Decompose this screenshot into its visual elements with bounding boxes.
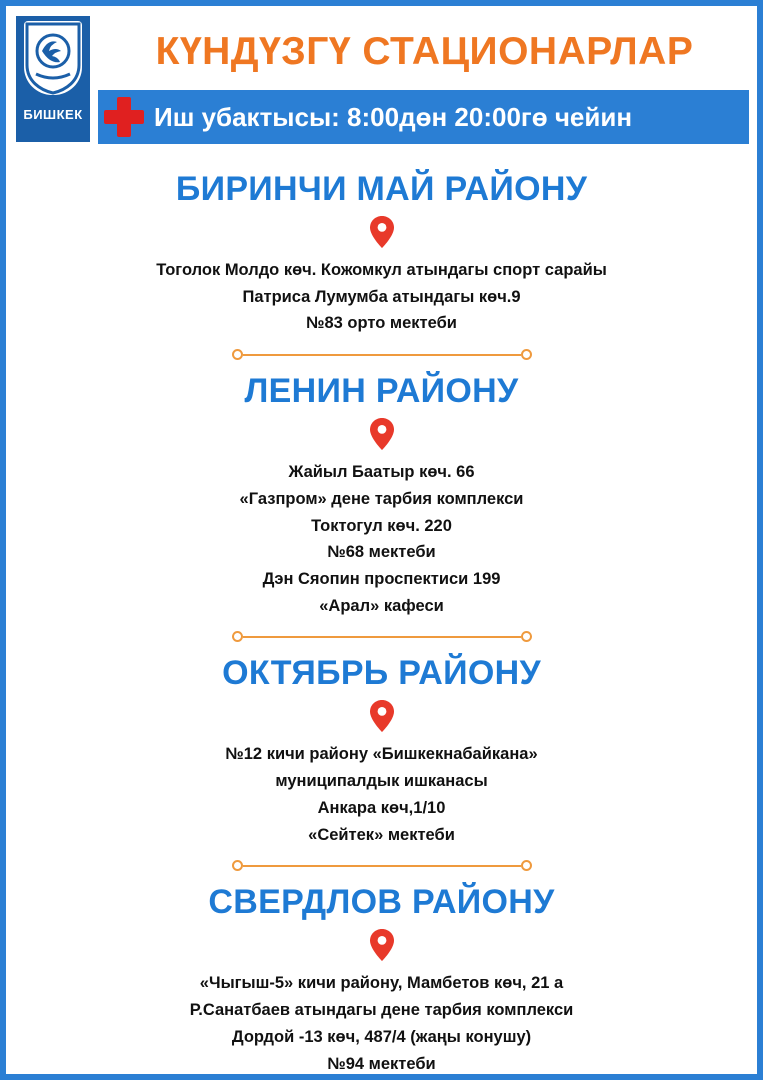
address-list <box>26 459 737 619</box>
divider-line <box>243 636 521 638</box>
address-list <box>26 741 737 848</box>
address-line: №12 кичи району «Бишкекнабайкана» <box>225 745 538 764</box>
address-list <box>26 970 737 1077</box>
address-line: Анкара көч,1/10 <box>317 798 446 817</box>
district-section <box>26 883 737 1077</box>
address-line: Дордой -13 көч, 487/4 (жаңы конушу) <box>231 1027 532 1046</box>
working-hours-bar <box>98 90 749 144</box>
logo-city-label: БИШКЕК <box>23 107 83 122</box>
address-line: Дэн Сяопин проспектиси 199 <box>262 570 501 589</box>
map-pin-icon <box>26 215 737 249</box>
page-title: КҮНДҮЗГҮ СТАЦИОНАРЛАР <box>155 30 694 73</box>
address-line: №83 орто мектеби <box>306 314 457 333</box>
section-divider <box>232 631 532 642</box>
address-line: Р.Санатбаев атындагы дене тарбия комплекси <box>189 1001 574 1020</box>
divider-dot-right <box>521 631 532 642</box>
address-line: Патриса Лумумба атындагы көч.9 <box>242 287 521 306</box>
address-line: «Газпром» дене тарбия комплекси <box>239 489 524 508</box>
districts-list <box>6 170 757 1077</box>
address-line: «Сейтек» мектеби <box>308 825 455 844</box>
poster-header <box>6 6 757 158</box>
address-line: №94 мектеби <box>327 1054 436 1073</box>
section-divider <box>232 349 532 360</box>
divider-dot-right <box>521 349 532 360</box>
district-title: БИРИНЧИ МАЙ РАЙОНУ <box>175 170 588 208</box>
divider-dot-right <box>521 860 532 871</box>
address-line: «Арал» кафеси <box>319 596 444 615</box>
divider-dot-left <box>232 860 243 871</box>
red-cross-icon <box>104 97 144 137</box>
divider-line <box>243 354 521 356</box>
section-divider <box>232 860 532 871</box>
address-line: муниципалдык ишканасы <box>275 772 488 791</box>
district-title: ОКТЯБРЬ РАЙОНУ <box>222 654 541 693</box>
district-section <box>26 170 737 360</box>
district-title: СВЕРДЛОВ РАЙОНУ <box>208 883 555 922</box>
divider-dot-left <box>232 349 243 360</box>
bishkek-logo <box>14 14 92 144</box>
address-line: «Чыгыш-5» кичи району, Мамбетов көч, 21 а <box>199 974 564 993</box>
map-pin-icon <box>26 699 737 733</box>
address-line: Токтогул көч. 220 <box>311 516 452 535</box>
divider-line <box>243 865 521 867</box>
address-line: Тоголок Молдо көч. Кожомкул атындагы спорт сарайы <box>156 261 607 279</box>
map-pin-icon <box>26 928 737 962</box>
divider-dot-left <box>232 631 243 642</box>
district-section <box>26 372 737 642</box>
working-hours-text: Иш убактысы: 8:00дөн 20:00гө чейин <box>154 101 633 132</box>
address-line: №68 мектеби <box>327 543 436 562</box>
bishkek-emblem-icon <box>24 21 82 95</box>
address-list <box>26 257 737 337</box>
district-section <box>26 654 737 871</box>
address-line: Жайыл Баатыр көч. 66 <box>288 463 475 482</box>
district-title: ЛЕНИН РАЙОНУ <box>244 372 519 411</box>
map-pin-icon <box>26 417 737 451</box>
